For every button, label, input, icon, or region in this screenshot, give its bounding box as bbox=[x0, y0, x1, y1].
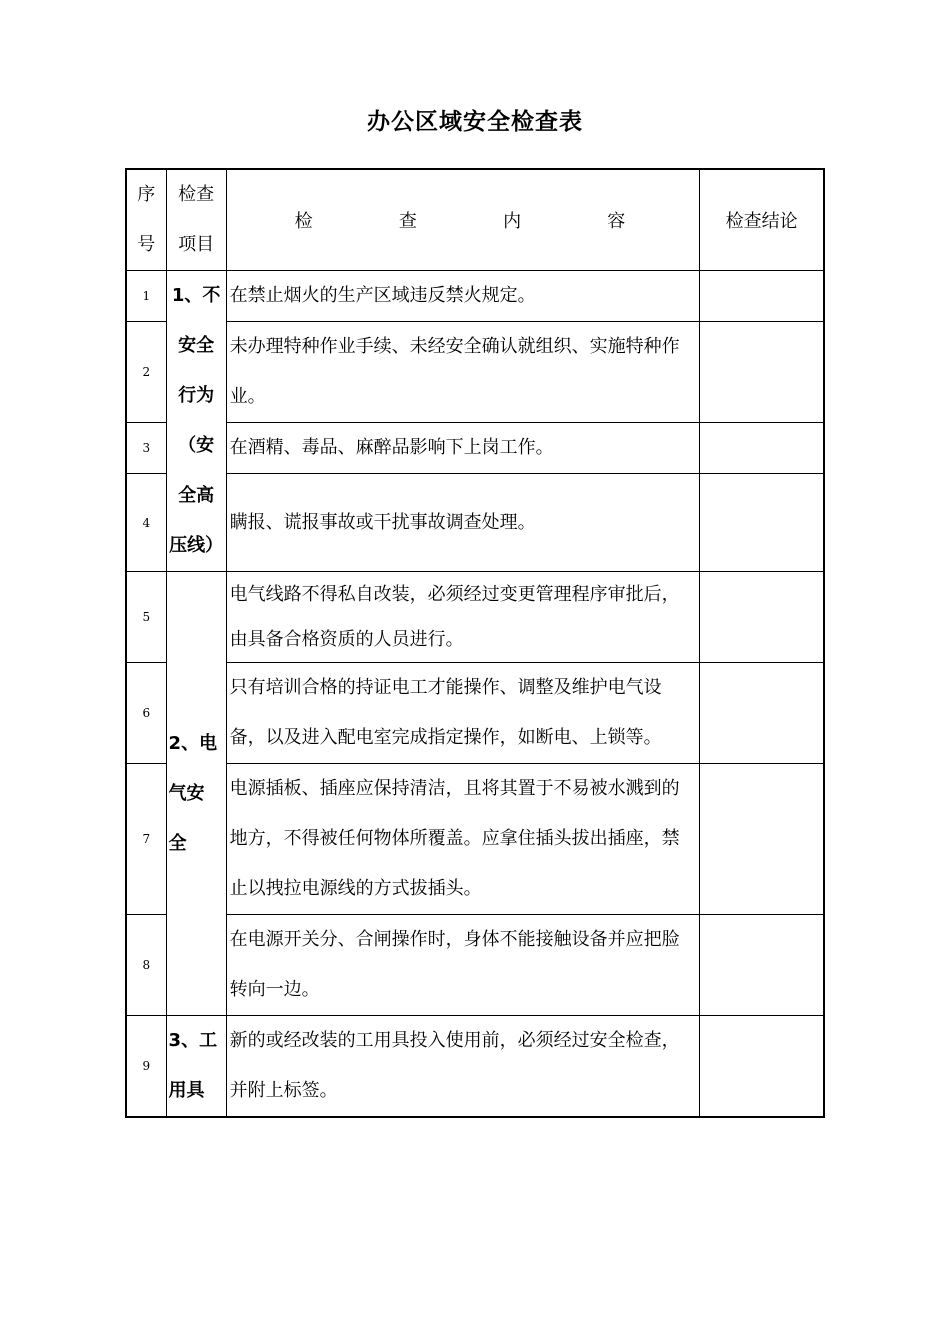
row-number: 6 bbox=[126, 663, 166, 764]
row-content: 在酒精、毒品、麻醉品影响下上岗工作。 bbox=[226, 423, 700, 474]
category-cell: 2、电 气安 全 bbox=[166, 572, 226, 1016]
row-content: 电气线路不得私自改装，必须经过变更管理程序审批后，由具备合格资质的人员进行。 bbox=[226, 572, 700, 663]
row-result bbox=[700, 663, 824, 764]
row-content: 只有培训合格的持证电工才能操作、调整及维护电气设备，以及进入配电室完成指定操作，如断电、上锁等。 bbox=[226, 663, 700, 764]
row-number: 3 bbox=[126, 423, 166, 474]
row-content: 瞒报、谎报事故或干扰事故调查处理。 bbox=[226, 474, 700, 572]
row-content: 在禁止烟火的生产区域违反禁火规定。 bbox=[226, 271, 700, 322]
row-result bbox=[700, 474, 824, 572]
table-row bbox=[126, 915, 824, 1016]
inspection-table bbox=[125, 168, 825, 1118]
header-no: 序 号 bbox=[126, 169, 166, 271]
row-result bbox=[700, 764, 824, 915]
category-cell: 1、不 安全 行为 （安 全高 压线） bbox=[166, 271, 226, 572]
table-row bbox=[126, 572, 824, 663]
category-cell: 3、工 用具 bbox=[166, 1016, 226, 1118]
table-row bbox=[126, 1016, 824, 1118]
row-number: 8 bbox=[126, 915, 166, 1016]
header-item: 检查 项目 bbox=[166, 169, 226, 271]
row-result bbox=[700, 915, 824, 1016]
row-result bbox=[700, 271, 824, 322]
table-row bbox=[126, 322, 824, 423]
row-number: 4 bbox=[126, 474, 166, 572]
table-row bbox=[126, 663, 824, 764]
row-number: 9 bbox=[126, 1016, 166, 1118]
header-result: 检查结论 bbox=[700, 169, 824, 271]
row-result bbox=[700, 1016, 824, 1118]
table-row bbox=[126, 764, 824, 915]
row-result bbox=[700, 423, 824, 474]
row-number: 5 bbox=[126, 572, 166, 663]
table-row bbox=[126, 423, 824, 474]
row-content: 电源插板、插座应保持清洁，且将其置于不易被水溅到的地方，不得被任何物体所覆盖。应拿住插头拔出插座，禁止以拽拉电源线的方式拔插头。 bbox=[226, 764, 700, 915]
row-result bbox=[700, 572, 824, 663]
row-number: 7 bbox=[126, 764, 166, 915]
header-content: 检查内容 bbox=[226, 169, 700, 271]
table-row bbox=[126, 474, 824, 572]
page-title: 办公区域安全检查表 bbox=[367, 109, 583, 135]
row-content: 未办理特种作业手续、未经安全确认就组织、实施特种作业。 bbox=[226, 322, 700, 423]
row-number: 1 bbox=[126, 271, 166, 322]
row-content: 新的或经改装的工用具投入使用前，必须经过安全检查，并附上标签。 bbox=[226, 1016, 700, 1118]
row-result bbox=[700, 322, 824, 423]
row-number: 2 bbox=[126, 322, 166, 423]
row-content: 在电源开关分、合闸操作时，身体不能接触设备并应把脸转向一边。 bbox=[226, 915, 700, 1016]
table-header-row bbox=[126, 169, 824, 271]
table-row bbox=[126, 271, 824, 322]
